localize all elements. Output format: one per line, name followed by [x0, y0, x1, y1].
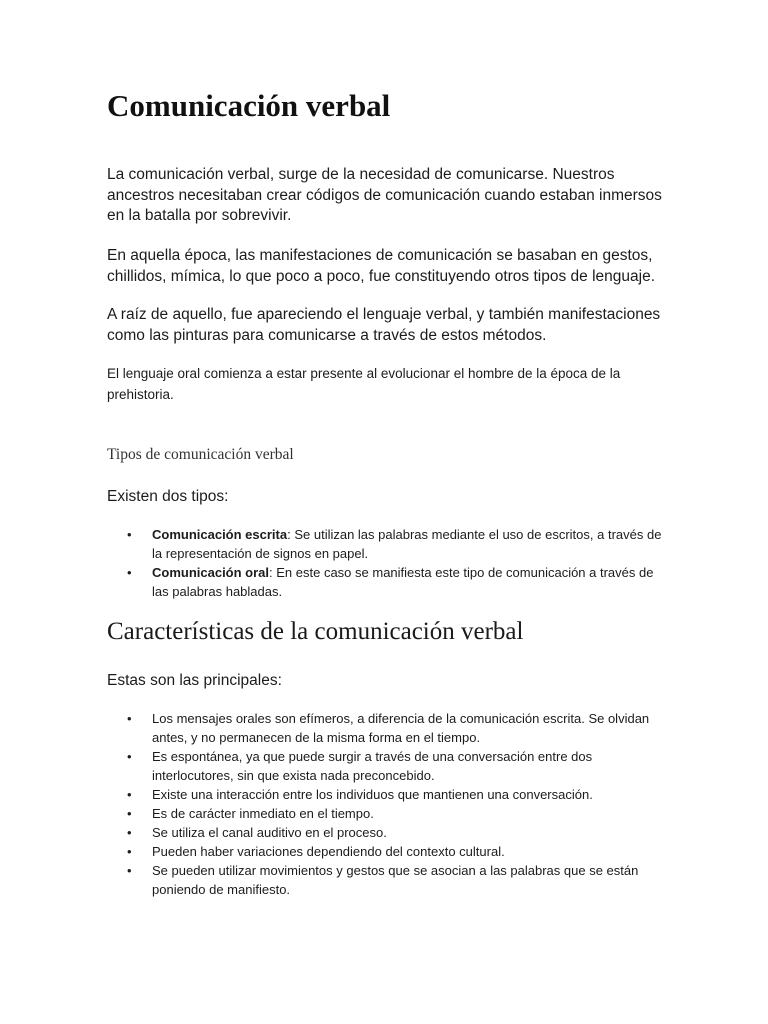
page-title: Comunicación verbal — [107, 88, 391, 123]
list-item-text: Pueden haber variaciones dependiendo del contexto cultural. — [152, 844, 505, 859]
types-heading: Tipos de comunicación verbal — [107, 446, 294, 463]
term-oral: Comunicación oral — [152, 565, 270, 580]
list-item-text: Es de carácter inmediato en el tiempo. — [152, 806, 374, 821]
bullet-icon: • — [127, 806, 132, 821]
list-item-text: Los mensajes orales son efímeros, a diferencia de la comunicación escrita. Se olvidan antes, y no permanecen de la misma forma en el tiempo. — [152, 711, 650, 745]
list-item — [107, 709, 667, 747]
bullet-icon: • — [127, 565, 132, 580]
bullet-icon: • — [127, 844, 132, 859]
bullet-icon: • — [127, 863, 132, 878]
types-list — [107, 525, 667, 601]
bullet-icon: • — [127, 787, 132, 802]
bullet-icon: • — [127, 527, 132, 542]
list-item — [107, 525, 667, 563]
term-oral-desc: : En este caso se manifiesta este tipo de comunicación a través de las palabras habladas. — [152, 565, 654, 599]
list-item — [107, 747, 667, 785]
list-item-text: Se utiliza el canal auditivo en el proceso. — [152, 825, 387, 840]
paragraph-era: En aquella época, las manifestaciones de comunicación se basaban en gestos, chillidos, mímica, lo que poco a poco, fue constituyendo otros tipos de lenguaje. — [107, 247, 655, 285]
list-item — [107, 861, 667, 899]
paragraph-oral-note: El lenguaje oral comienza a estar presente al evolucionar el hombre de la época de la prehistoria. — [107, 366, 621, 402]
list-item — [107, 563, 667, 601]
list-item — [107, 785, 667, 804]
list-item — [107, 842, 667, 861]
characteristics-intro: Estas son las principales: — [107, 672, 282, 689]
list-item-text: Existe una interacción entre los individuos que mantienen una conversación. — [152, 787, 593, 802]
paragraph-origin: La comunicación verbal, surge de la necesidad de comunicarse. Nuestros ancestros necesitaban crear códigos de comunicación cuando estaban inmersos en la batalla por sobrevivir. — [107, 166, 662, 224]
characteristics-list — [107, 709, 667, 899]
bullet-icon: • — [127, 749, 132, 764]
term-written: Comunicación escrita — [152, 527, 288, 542]
characteristics-heading: Características de la comunicación verbal — [107, 618, 524, 645]
term-written-desc: : Se utilizan las palabras mediante el uso de escritos, a través de la representación de signos en papel. — [152, 527, 662, 561]
list-item — [107, 823, 667, 842]
bullet-icon: • — [127, 825, 132, 840]
list-item — [107, 804, 667, 823]
list-item-text: Es espontánea, ya que puede surgir a través de una conversación entre dos interlocutores, sin que exista nada preconcebido. — [152, 749, 593, 783]
types-intro: Existen dos tipos: — [107, 488, 229, 505]
bullet-icon: • — [127, 711, 132, 726]
list-item-text: Se pueden utilizar movimientos y gestos que se asocian a las palabras que se están poniendo de manifiesto. — [152, 863, 639, 897]
paragraph-verbal-language: A raíz de aquello, fue apareciendo el lenguaje verbal, y también manifestaciones como las pinturas para comunicarse a través de estos métodos. — [107, 306, 661, 344]
